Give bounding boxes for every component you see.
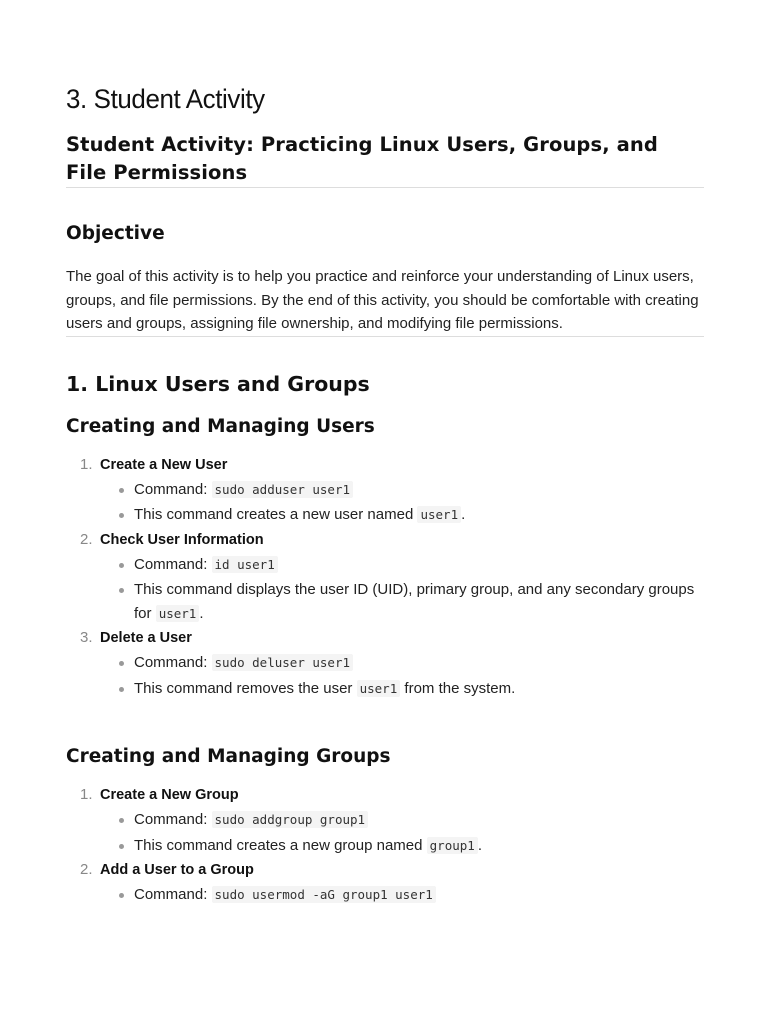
step-number: 2.: [80, 530, 93, 548]
command-code: id user1: [212, 556, 278, 573]
command-code: sudo usermod -aG group1 user1: [212, 886, 436, 903]
step-title: Create a New User: [100, 456, 228, 473]
step-number: 1.: [80, 455, 93, 473]
step-title: Create a New Group: [100, 787, 239, 803]
step-bullets: [100, 478, 704, 527]
command-label: Command:: [134, 480, 212, 498]
step-bullets: [100, 553, 704, 626]
description-text: This command creates a new group named: [134, 836, 427, 854]
bullet-item: [100, 651, 704, 675]
bullet-dot: [119, 513, 124, 518]
command-code: sudo deluser user1: [212, 654, 353, 671]
list-item: [66, 859, 704, 907]
bullet-item: [100, 578, 704, 625]
command-label: Command:: [134, 555, 212, 573]
bullet-dot: [119, 818, 124, 823]
list-item: [66, 454, 704, 527]
bullet-dot: [119, 893, 124, 898]
step-title: Delete a User: [100, 630, 192, 646]
bullet-dot: [119, 687, 124, 692]
description-text: .: [461, 506, 466, 523]
step-title: Check User Information: [100, 531, 264, 548]
list-item: [66, 627, 704, 700]
divider: [66, 187, 704, 188]
step-number: 2.: [80, 861, 93, 878]
subheading-managing-users: Creating and Managing Users: [66, 415, 375, 437]
inline-code: user1: [357, 680, 401, 697]
description-text: This command creates a new user named: [134, 506, 418, 523]
groups-steps-list: [66, 784, 704, 907]
inline-code: user1: [417, 506, 461, 523]
step-number: 1.: [80, 786, 93, 803]
users-steps-list: [66, 454, 704, 701]
inline-code: group1: [427, 837, 478, 854]
bullet-item: [100, 883, 704, 907]
description-text: .: [199, 604, 204, 622]
description-text: .: [477, 836, 482, 854]
description-text: This command removes the user: [134, 679, 357, 697]
bullet-item: [100, 808, 704, 832]
list-item: [66, 529, 704, 626]
bullet-item: [100, 503, 704, 527]
command-code: sudo addgroup group1: [212, 811, 369, 828]
activity-subtitle: Student Activity: Practicing Linux Users, Groups, and File Permissions: [66, 133, 658, 184]
bullet-dot: [119, 563, 124, 568]
bullet-dot: [119, 661, 124, 666]
step-bullets: [100, 808, 704, 857]
bullet-item: [100, 478, 704, 502]
divider: [66, 336, 704, 337]
step-title: Add a User to a Group: [100, 862, 254, 878]
section-heading-users-groups: 1. Linux Users and Groups: [66, 371, 370, 396]
step-number: 3.: [80, 629, 93, 646]
command-label: Command:: [134, 886, 212, 903]
command-label: Command:: [134, 654, 212, 671]
description-text: from the system.: [400, 679, 516, 697]
command-code: sudo adduser user1: [212, 481, 353, 498]
objective-text: The goal of this activity is to help you practice and reinforce your understanding of Linux users, groups, and file permissions. By the end of this activity, you should be comfortable with creating users and groups, assigning file ownership, and modifying file permissions.: [66, 268, 699, 332]
bullet-dot: [119, 588, 124, 593]
bullet-dot: [119, 844, 124, 849]
command-label: Command:: [134, 811, 212, 828]
inline-code: user1: [156, 605, 200, 622]
step-bullets: [100, 883, 704, 907]
subheading-managing-groups: Creating and Managing Groups: [66, 746, 391, 767]
description-text: This command displays the user ID (UID), primary group, and any secondary groups for: [134, 581, 695, 622]
bullet-item: [100, 834, 704, 858]
bullet-item: [100, 677, 704, 701]
list-item: [66, 784, 704, 857]
objective-heading: Objective: [66, 223, 165, 244]
page-title: 3. Student Activity: [66, 84, 265, 114]
bullet-item: [100, 553, 704, 577]
bullet-dot: [119, 488, 124, 493]
step-bullets: [100, 651, 704, 700]
